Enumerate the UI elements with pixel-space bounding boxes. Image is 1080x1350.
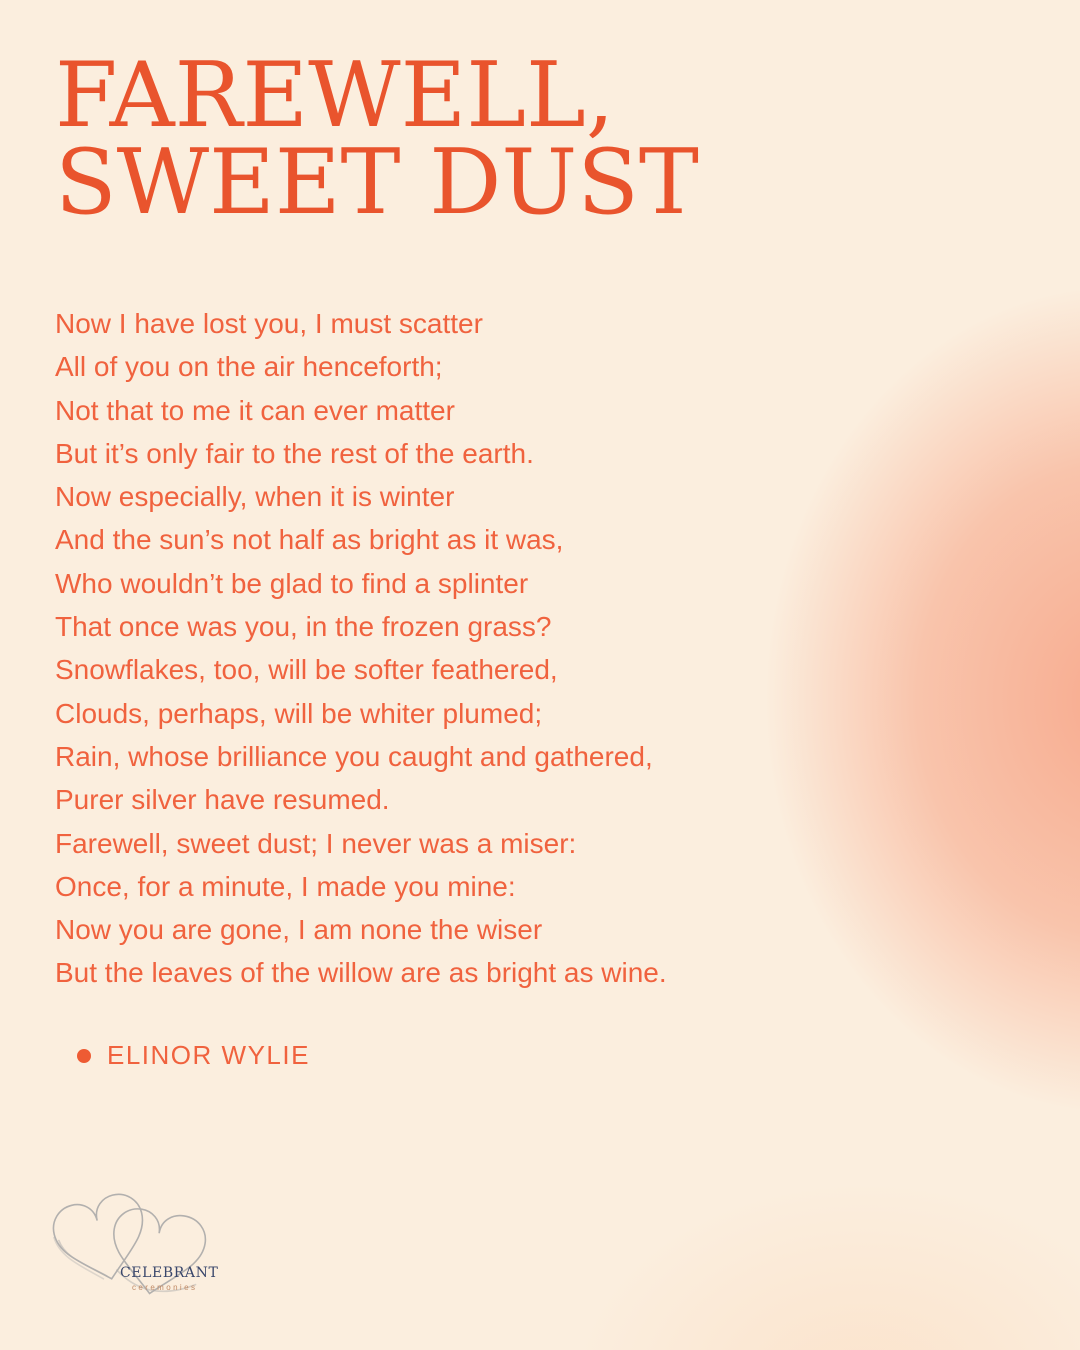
- attribution: [77, 1040, 310, 1071]
- poem-line: Who wouldn’t be glad to find a splinter: [55, 567, 529, 599]
- poem-line: Now you are gone, I am none the wiser: [55, 914, 543, 946]
- poem-line: Purer silver have resumed.: [55, 784, 390, 816]
- bullet-icon: [77, 1049, 91, 1063]
- poem-body: [55, 302, 667, 995]
- poem-line: Rain, whose brilliance you caught and gathered,: [55, 740, 653, 772]
- poem-line: All of you on the air henceforth;: [55, 351, 443, 383]
- poem-line: But the leaves of the willow are as bright as wine.: [55, 957, 667, 989]
- author-name: ELINOR WYLIE: [107, 1040, 310, 1070]
- poem-line: But it’s only fair to the rest of the earth.: [55, 437, 534, 469]
- poem-line: That once was you, in the frozen grass?: [55, 611, 552, 643]
- title-line-1: FAREWELL,: [55, 43, 615, 148]
- poem-line: Once, for a minute, I made you mine:: [55, 870, 516, 902]
- celebrant-logo: [50, 1180, 219, 1310]
- poem-line: And the sun’s not half as bright as it was,: [55, 524, 564, 556]
- page-title: [55, 43, 699, 235]
- title-line-2: SWEET DUST: [55, 130, 699, 235]
- logo-wordmark: CELEBRANT: [120, 1265, 219, 1281]
- poem-line: Clouds, perhaps, will be whiter plumed;: [55, 697, 543, 729]
- poem-line: Now especially, when it is winter: [55, 481, 455, 513]
- logo-subtitle: ceremonies: [132, 1283, 198, 1292]
- poem-line: Now I have lost you, I must scatter: [55, 308, 483, 339]
- poem-line: Farewell, sweet dust; I never was a miser:: [55, 827, 577, 859]
- poem-line: Snowflakes, too, will be softer feathered,: [55, 654, 558, 686]
- poem-line: Not that to me it can ever matter: [55, 394, 455, 426]
